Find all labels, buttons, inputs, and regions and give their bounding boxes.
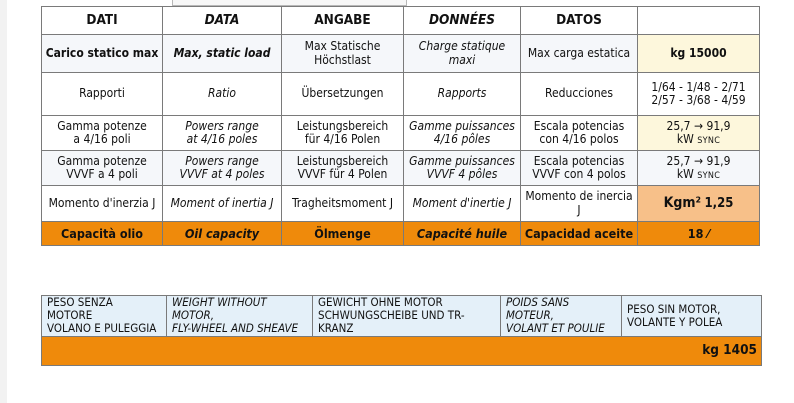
power-poles-de: Leistungsbereich für 4/16 Polen [282,116,404,151]
power-poles-unit: kW [676,132,694,146]
row-power-range-vvvf [42,151,760,186]
inertia-value [638,186,760,222]
static-load-en: Max, static load [163,35,282,73]
power-vvvf-es: Escala potencias VVVF con 4 polos [521,151,638,186]
ratio-fr: Rapports [404,73,521,116]
header-de: ANGABE [282,7,404,35]
power-poles-fr: Gamme puissances 4/16 pôles [404,116,521,151]
ratio-es: Reducciones [521,73,638,116]
weight-value-row [42,336,762,365]
row-power-range-poles [42,116,760,151]
ratio-it: Rapporti [42,73,163,116]
row-ratio [42,73,760,116]
weight-en: WEIGHT WITHOUT MOTOR, FLY-WHEEL AND SHEAVE [167,296,313,337]
power-vvvf-fr: Gamme puissances VVVF 4 pôles [404,151,521,186]
power-vvvf-en: Powers range VVVF at 4 poles [163,151,282,186]
static-load-es: Max carga estatica [521,35,638,73]
ratio-value [638,73,760,116]
power-vvvf-unit: kW [676,167,694,181]
oil-en: Oil capacity [163,222,282,246]
inertia-it: Momento d'inerzia J [42,186,163,222]
static-load-fr: Charge statique maxi [404,35,521,73]
ratio-value-line1: 1/64 - 1/48 - 2/71 [651,79,746,94]
power-poles-en: Powers range at 4/16 poles [163,116,282,151]
weight-it: PESO SENZA MOTORE VOLANO E PULEGGIA [42,296,167,337]
weight-es: PESO SIN MOTOR, VOLANTE Y POLEA [622,296,762,337]
row-oil [42,222,760,246]
oil-value: 18 ⁄ [638,222,760,246]
weight-de: GEWICHT OHNE MOTOR SCHWUNGSCHEIBE UND TR-KRANZ [313,296,501,337]
power-poles-sync: SYNC [697,136,721,146]
oil-de: Ölmenge [282,222,404,246]
ratio-de: Übersetzungen [282,73,404,116]
inertia-fr: Moment d'inertie J [404,186,521,222]
header-it: DATI [42,7,163,35]
oil-fr: Capacité huile [404,222,521,246]
weight-table [41,295,762,366]
header-row [42,7,760,35]
ratio-en: Ratio [163,73,282,116]
inertia-en: Moment of inertia J [163,186,282,222]
static-load-value: kg 15000 [638,35,760,73]
inertia-es: Momento de inercia J [521,186,638,222]
row-inertia [42,186,760,222]
inertia-unit: Kgm² [663,194,702,211]
static-load-de: Max Statische Höchstlast [282,35,404,73]
power-vvvf-sync: SYNC [697,171,721,181]
ratio-value-line2: 2/57 - 3/68 - 4/59 [651,93,746,107]
spec-table [41,6,760,246]
power-poles-range: 25,7 → 91,9 [666,118,731,133]
header-value [638,7,760,35]
power-vvvf-range: 25,7 → 91,9 [666,153,731,168]
power-vvvf-de: Leistungsbereich VVVF für 4 Polen [282,151,404,186]
power-poles-it: Gamma potenze a 4/16 poli [42,116,163,151]
weight-labels-row [42,296,762,337]
row-static-load [42,35,760,73]
oil-it: Capacità olio [42,222,163,246]
header-en: DATA [163,7,282,35]
weight-value: kg 1405 [42,336,762,365]
power-vvvf-it: Gamma potenze VVVF a 4 poli [42,151,163,186]
static-load-it: Carico statico max [42,35,163,73]
power-poles-value [638,116,760,151]
power-vvvf-value [638,151,760,186]
power-poles-es: Escala potencias con 4/16 polos [521,116,638,151]
header-fr: DONNÉES [404,7,521,35]
oil-es: Capacidad aceite [521,222,638,246]
weight-fr: POIDS SANS MOTEUR, VOLANT ET POULIE [501,296,622,337]
inertia-de: Tragheitsmoment J [282,186,404,222]
inertia-number: 1,25 [704,195,734,211]
header-es: DATOS [521,7,638,35]
